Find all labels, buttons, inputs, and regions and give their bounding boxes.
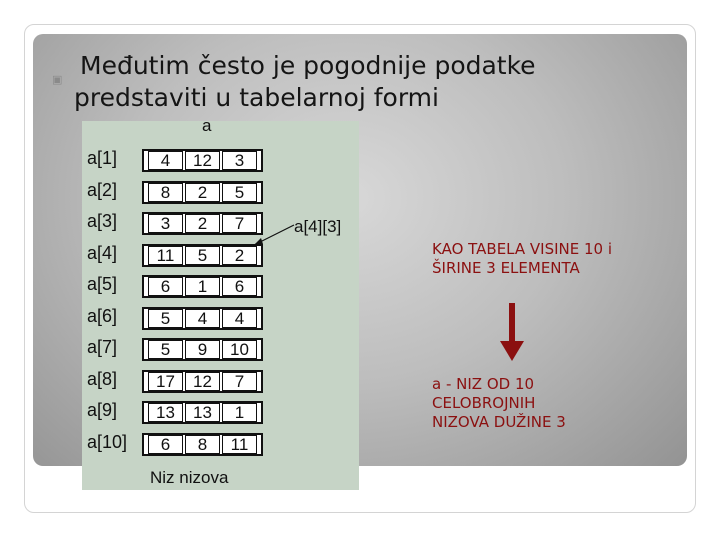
row-label: a[10] [87, 431, 128, 452]
bullet-icon: ▣ [52, 73, 63, 86]
array-cell: 5 [185, 246, 220, 265]
array-cell: 1 [222, 403, 257, 422]
array-cell: 13 [148, 403, 183, 422]
row-box [142, 338, 263, 361]
array-description-line: CELOBROJNIH [432, 394, 536, 412]
row-box [142, 307, 263, 330]
array-cell: 8 [148, 183, 183, 202]
row-box [142, 212, 263, 235]
row-box [142, 244, 263, 267]
table-description-line: ŠIRINE 3 ELEMENTA [432, 259, 580, 277]
row-box [142, 370, 263, 393]
figure-caption: Niz nizova [150, 468, 229, 487]
array-cell: 6 [148, 435, 183, 454]
array-cell: 6 [222, 277, 257, 296]
element-pointer-label: a[4][3] [294, 217, 342, 236]
array-cell: 6 [148, 277, 183, 296]
title-line-1: Međutim često je pogodnije podatke [80, 51, 536, 80]
row-label: a[1] [87, 148, 118, 168]
array-cell: 4 [222, 309, 257, 328]
row-box [142, 401, 263, 424]
row-label: a[9] [87, 400, 118, 420]
array-cell: 5 [148, 340, 183, 359]
array-cell: 3 [148, 214, 183, 233]
row-label: a[8] [87, 368, 118, 389]
array-cell: 2 [185, 214, 220, 233]
array-description-line: a - NIZ OD 10 [432, 375, 535, 393]
array-cell: 13 [185, 403, 220, 422]
array-cell: 5 [148, 309, 183, 328]
array-description [432, 375, 566, 432]
array-cell: 4 [148, 151, 183, 170]
table-description [432, 240, 612, 278]
array-cell: 4 [185, 309, 220, 328]
array-cell: 1 [185, 277, 220, 296]
row-label: a[6] [87, 305, 118, 326]
array-cell: 12 [185, 372, 220, 391]
array-description-line: NIZOVA DUŽINE 3 [432, 413, 566, 431]
array-cell: 17 [148, 372, 183, 391]
table-description-line: KAO TABELA VISINE 10 i [432, 240, 613, 258]
row-box [142, 181, 263, 204]
array-cell: 8 [185, 435, 220, 454]
array-cell: 3 [222, 151, 257, 170]
row-label: a[3] [87, 211, 118, 231]
array-figure [82, 116, 359, 490]
array-cell: 11 [148, 246, 183, 265]
array-cell: 9 [185, 340, 220, 359]
array-cell: 2 [185, 183, 220, 202]
row-box [142, 149, 263, 172]
row-label: a[7] [87, 337, 118, 357]
array-cell: 2 [222, 246, 257, 265]
row-label: a[5] [87, 274, 118, 294]
row-label: a[4] [87, 242, 118, 263]
row-box [142, 433, 263, 456]
array-cell: 11 [222, 435, 257, 454]
array-cell: 10 [222, 340, 257, 359]
title-line-2: predstaviti u tabelarnoj formi [74, 83, 439, 112]
array-cell: 7 [222, 214, 257, 233]
row-box [142, 275, 263, 298]
row-label: a[2] [87, 179, 118, 200]
array-cell: 12 [185, 151, 220, 170]
array-cell: 7 [222, 372, 257, 391]
down-arrow-icon [498, 303, 526, 361]
array-name-label: a [202, 116, 212, 135]
array-cell: 5 [222, 183, 257, 202]
